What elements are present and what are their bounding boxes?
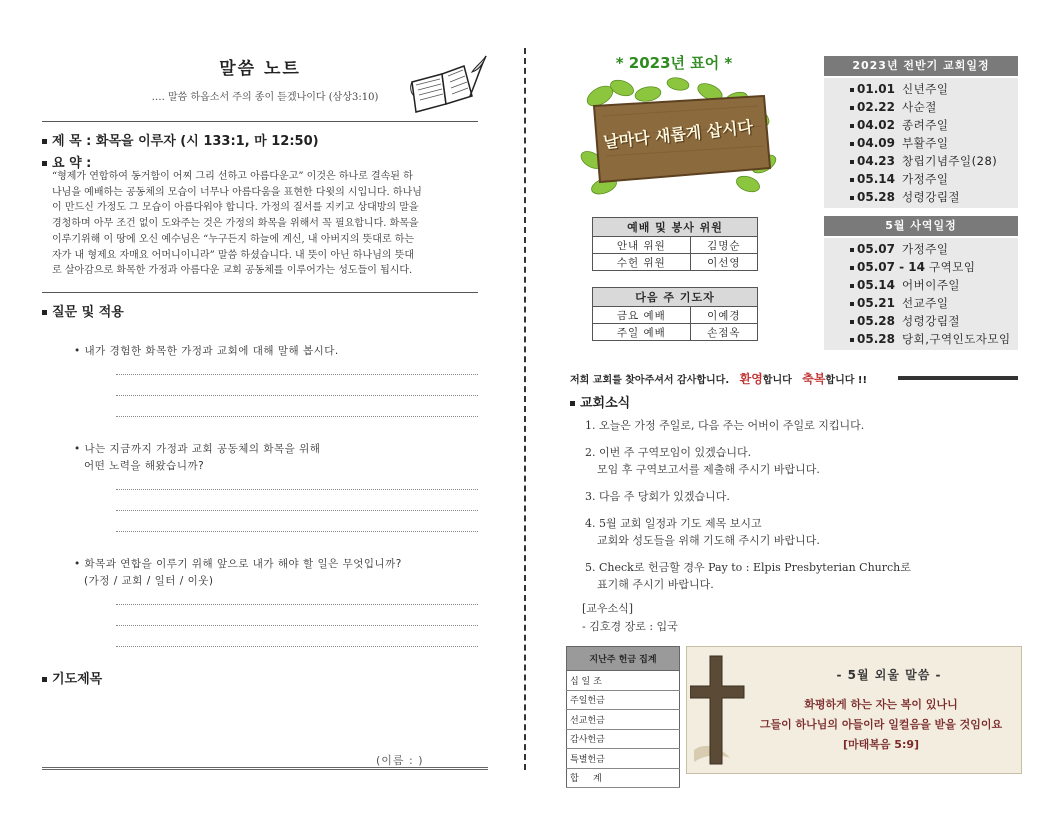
schedule-date: 04.02 — [850, 116, 902, 134]
news-item — [585, 417, 864, 434]
motto-year: * 2023년 표어 * — [615, 54, 733, 72]
member-news-item: - 김호경 장로 : 입국 — [582, 620, 678, 633]
prayer-label — [42, 668, 102, 687]
table-row — [567, 768, 680, 788]
verse-line: 그들이 하나님의 아들이라 일컬음을 받을 것임이요 — [759, 718, 1003, 731]
worship-roles-table — [592, 217, 758, 271]
name-cell: 이예경 — [690, 307, 757, 324]
prayer-label-text: 기도제목 — [52, 672, 103, 687]
blessing-word: 축복 — [802, 372, 826, 386]
table-row — [593, 237, 758, 254]
question-line: (가정 / 교회 / 일터 / 이웃) — [84, 575, 214, 587]
answer-line[interactable] — [116, 416, 478, 417]
divider — [42, 292, 478, 293]
question-line: • 나는 지금까지 가정과 교회 공동체의 화목을 위해 — [74, 443, 321, 455]
welcome-mid: 합니다 — [762, 375, 792, 386]
schedule-may — [824, 238, 1018, 350]
news-item — [585, 488, 730, 505]
verse-reference: [마태복음 5:9] — [842, 738, 920, 751]
schedule-event: 성령강림절 — [902, 314, 961, 328]
schedule-first-half-title: 2023년 전반기 교회일정 — [824, 56, 1018, 76]
answer-line[interactable] — [116, 531, 478, 532]
schedule-item — [850, 170, 1018, 188]
schedule-item — [850, 240, 1018, 258]
schedule-date: 04.09 — [850, 134, 902, 152]
schedule-item — [850, 276, 1018, 294]
page-title: 말씀 노트 — [219, 59, 301, 79]
welcome-word: 환영 — [739, 372, 763, 386]
page-subtitle: …. 말씀 하옵소서 주의 종이 듣겠나이다 (삼상3:10) — [151, 92, 379, 103]
name-cell: 손점옥 — [690, 324, 757, 341]
table-title: 다음 주 기도자 — [593, 288, 758, 307]
welcome-prefix: 저희 교회를 찾아주셔서 감사합니다. — [570, 375, 730, 386]
schedule-event: 창립기념주일(28) — [902, 154, 998, 168]
schedule-event: 구역모임 — [929, 260, 976, 274]
schedule-event: 성령강림절 — [902, 190, 961, 204]
schedule-date: 05.14 — [850, 276, 902, 294]
sermon-title — [42, 130, 319, 149]
divider — [42, 121, 478, 122]
schedule-item — [850, 330, 1018, 348]
question-line: 어떤 노력을 해왔습니까? — [84, 460, 205, 472]
role-cell: 수헌 위원 — [593, 254, 691, 271]
table-row — [567, 710, 680, 730]
question-3 — [74, 556, 402, 590]
summary-text — [52, 169, 478, 279]
summary-line: “형제가 연합하여 동거함이 어찌 그리 선하고 아름다운고” 이것은 하나로 결속된 하 — [52, 171, 413, 182]
offering-label: 합 계 — [567, 768, 680, 788]
answer-line[interactable] — [116, 646, 478, 647]
open-bible-icon — [406, 52, 490, 114]
summary-line: 자가 내 형제요 자매요 어머니이니라” 말씀 하셨습니다. 내 뜻이 아닌 하나님의 뜻대 — [52, 249, 415, 261]
schedule-event: 사순절 — [902, 100, 937, 114]
bullet-icon — [42, 677, 47, 682]
schedule-date: 02.22 — [850, 98, 902, 116]
welcome-message — [570, 370, 867, 387]
summary-label-text: 요 약 : — [52, 156, 92, 171]
table-row — [593, 307, 758, 324]
summary-line: 로 살아감으로 화목한 가정과 아름다운 교회 공동체를 이루어가는 성도들이 됩시다. — [52, 265, 413, 277]
schedule-date: 01.01 — [850, 80, 902, 98]
table-row — [593, 324, 758, 341]
role-cell: 주일 예배 — [593, 324, 691, 341]
schedule-date: 05.07 - 14 — [850, 258, 925, 276]
schedule-event: 당회,구역인도자모임 — [902, 332, 1011, 346]
answer-line[interactable] — [116, 604, 478, 605]
schedule-item — [850, 152, 1018, 170]
news-line: 모임 후 구역보고서를 제출해 주시기 바랍니다. — [597, 463, 820, 476]
bullet-icon — [570, 401, 575, 406]
schedule-event: 가정주일 — [902, 242, 949, 256]
news-line: 교회와 성도들을 위해 기도해 주시기 바랍니다. — [597, 534, 820, 547]
welcome-suffix: 합니다 !! — [825, 375, 868, 386]
schedule-event: 부활주일 — [902, 136, 949, 150]
sermon-title-text: 제 목 : 화목을 이루자 (시 133:1, 마 12:50) — [52, 134, 319, 149]
verse-title: - 5월 외울 말씀 - — [836, 668, 942, 682]
answer-line[interactable] — [116, 510, 478, 511]
question-2 — [74, 441, 320, 475]
schedule-date: 05.21 — [850, 294, 902, 312]
schedule-date: 05.28 — [850, 330, 902, 348]
schedule-item — [850, 294, 1018, 312]
offering-label: 십 일 조 — [567, 671, 680, 691]
news-line: 5. Check로 헌금할 경우 Pay to : Elpis Presbyterian Church로 — [585, 561, 911, 574]
page-divider — [524, 48, 526, 770]
schedule-date: 05.28 — [850, 312, 902, 330]
qa-label-text: 질문 및 적용 — [52, 305, 124, 320]
news-item — [585, 444, 820, 478]
table-title: 예배 및 봉사 위원 — [593, 218, 758, 237]
schedule-date: 05.14 — [850, 170, 902, 188]
schedule-item — [850, 134, 1018, 152]
schedule-date: 04.23 — [850, 152, 902, 170]
schedule-event: 신년주일 — [902, 82, 949, 96]
offering-label: 주일헌금 — [567, 690, 680, 710]
table-row — [567, 671, 680, 691]
offering-label: 선교헌금 — [567, 710, 680, 730]
name-cell: 이선영 — [690, 254, 757, 271]
offering-label: 특별헌금 — [567, 749, 680, 769]
motto-text: 날마다 새롭게 삽시다 — [602, 117, 754, 152]
role-cell: 안내 위원 — [593, 237, 691, 254]
schedule-event: 어버이주일 — [902, 278, 961, 292]
bullet-icon — [42, 161, 47, 166]
role-cell: 금요 예배 — [593, 307, 691, 324]
schedule-event: 선교주일 — [902, 296, 949, 310]
schedule-date: 05.07 — [850, 240, 902, 258]
schedule-event: 가정주일 — [902, 172, 949, 186]
offering-label: 감사헌금 — [567, 729, 680, 749]
news-item — [585, 515, 820, 549]
news-line: 4. 5월 교회 일정과 기도 제목 보시고 — [585, 517, 762, 530]
schedule-item — [850, 188, 1018, 206]
qa-label — [42, 301, 124, 320]
bottom-rule — [42, 767, 488, 770]
schedule-item — [850, 258, 1018, 276]
table-row — [567, 749, 680, 769]
news-item — [585, 559, 911, 593]
news-label — [570, 392, 630, 411]
table-title: 지난주 헌금 집계 — [567, 647, 680, 671]
answer-line[interactable] — [116, 395, 478, 396]
schedule-may-title: 5월 사역일정 — [824, 216, 1018, 236]
summary-line: 이 만드신 가정도 그 모습이 아름다워야 합니다. 가정의 질서를 지키고 상대방의 말을 — [52, 202, 419, 214]
news-label-text: 교회소식 — [580, 396, 631, 411]
bullet-icon — [42, 139, 47, 144]
news-line: 1. 오늘은 가정 주일로, 다음 주는 어버이 주일로 지킵니다. — [585, 419, 865, 432]
name-cell: 김명순 — [690, 237, 757, 254]
summary-line: 경청하며 아무 조건 없이 도와주는 것은 가정의 화목을 위해서 꼭 필요합니다. 화목을 — [52, 218, 419, 230]
schedule-item — [850, 98, 1018, 116]
summary-line: 이루기위해 이 땅에 오신 예수님은 “누구든지 하늘에 계신, 내 아버지의 뜻대로 하는 — [52, 233, 415, 245]
verse-line: 화평하게 하는 자는 복이 있나니 — [804, 698, 958, 711]
next-prayers-table — [592, 287, 758, 341]
name-field[interactable]: (이름 : ) — [376, 754, 424, 767]
answer-line[interactable] — [116, 374, 478, 375]
offering-table — [566, 646, 680, 788]
schedule-date: 05.28 — [850, 188, 902, 206]
schedule-event: 종려주일 — [902, 118, 949, 132]
table-row — [567, 690, 680, 710]
question-1 — [74, 343, 339, 360]
schedule-first-half — [824, 78, 1018, 208]
news-line: 3. 다음 주 당회가 있겠습니다. — [585, 490, 730, 503]
news-line: 표기해 주시기 바랍니다. — [597, 578, 714, 591]
answer-line[interactable] — [116, 625, 478, 626]
question-line: • 화목과 연합을 이루기 위해 앞으로 내가 해야 할 일은 무엇입니까? — [74, 558, 402, 570]
answer-line[interactable] — [116, 489, 478, 490]
member-news-label: [교우소식] — [582, 602, 634, 615]
welcome-rule — [898, 376, 1018, 380]
schedule-item — [850, 312, 1018, 330]
schedule-item — [850, 116, 1018, 134]
question-line: • 내가 경험한 화목한 가정과 교회에 대해 말해 봅시다. — [74, 345, 339, 357]
summary-line: 나님을 예배하는 공동체의 모습이 너무나 아름다움을 표현한 다윗의 시입니다. 하나님 — [52, 186, 422, 198]
bullet-icon — [42, 310, 47, 315]
table-row — [593, 254, 758, 271]
table-row — [567, 729, 680, 749]
schedule-item — [850, 80, 1018, 98]
news-line: 2. 이번 주 구역모임이 있겠습니다. — [585, 446, 752, 459]
